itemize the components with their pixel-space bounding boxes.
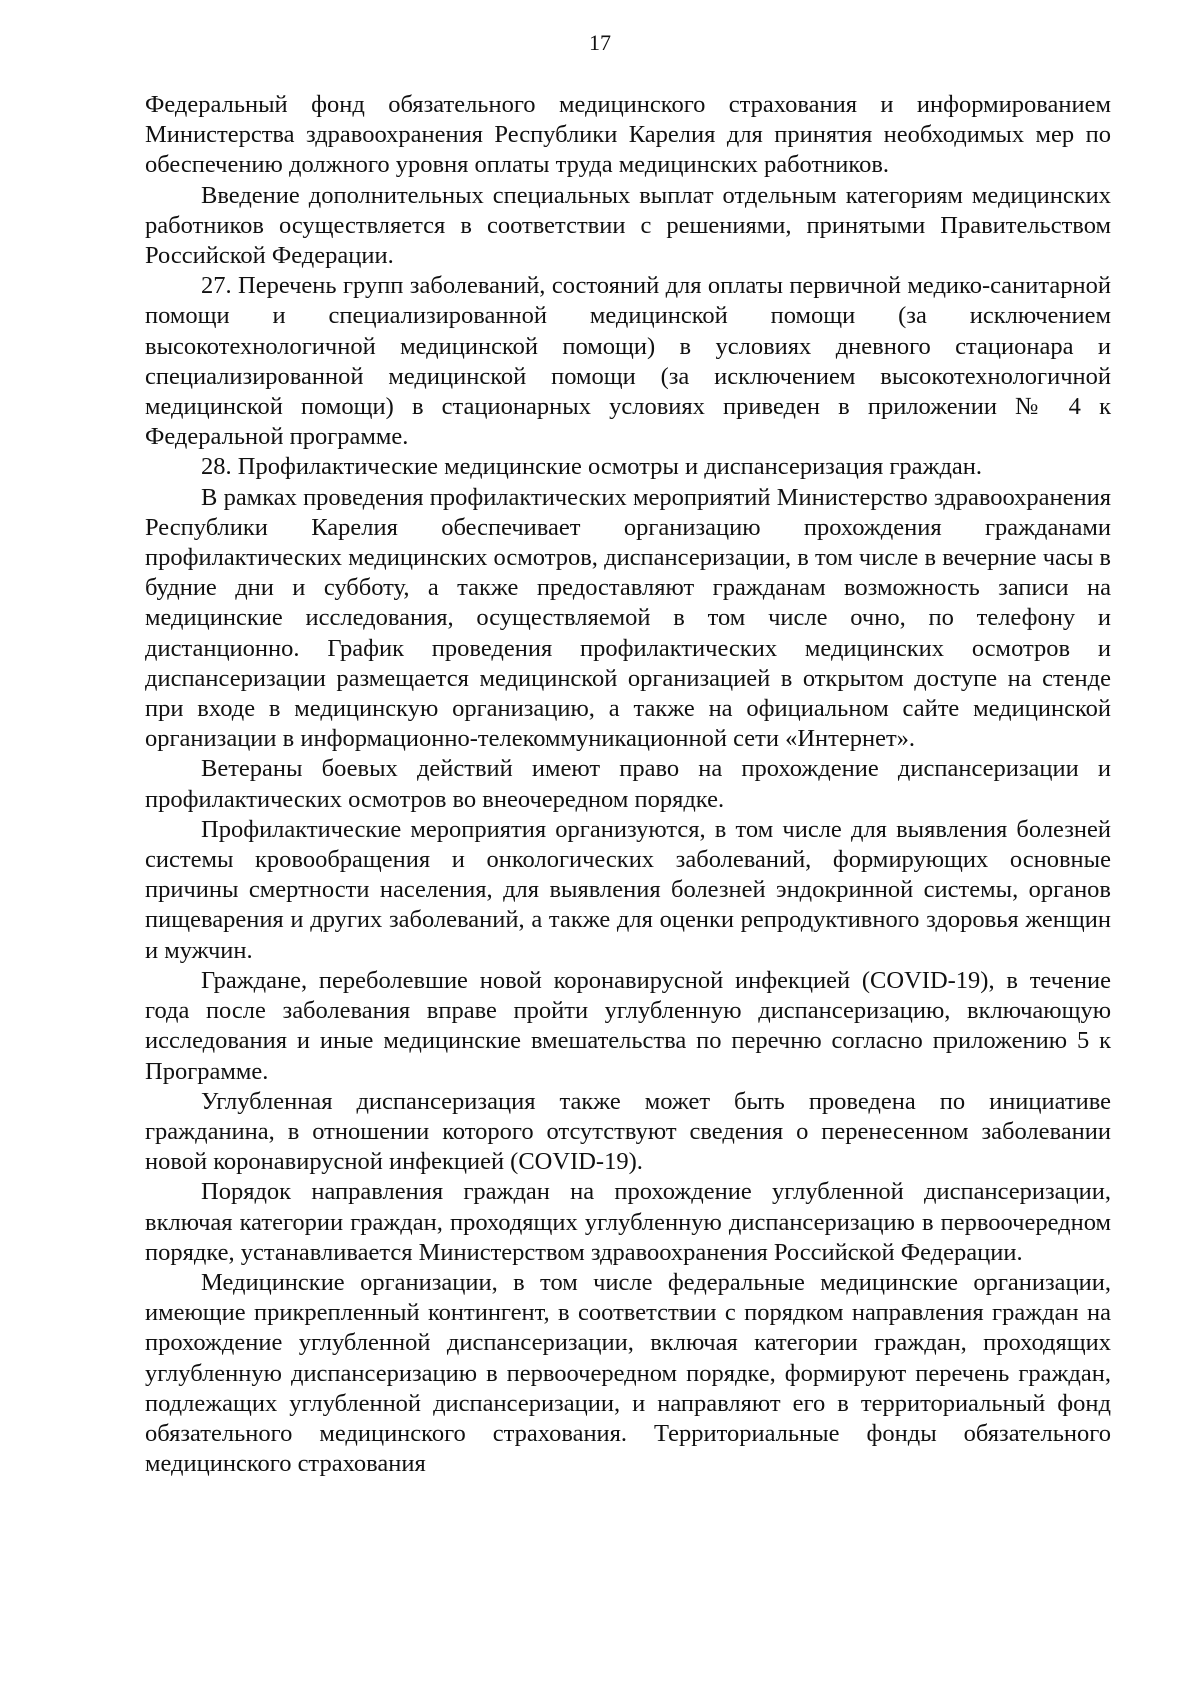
paragraph-additional-payments: Введение дополнительных специальных выплат отдельным категориям медицинских работников осуществляется в соответствии с решениями, принятыми Правительством Российской Федерации.	[145, 181, 1111, 270]
paragraph-preventive-measures: В рамках проведения профилактических мероприятий Министерство здравоохранения Республики Карелия обеспечивает организацию прохождения гражданами профилактических медицинских осмотров, диспансеризации, в том числе в вечерние часы в будние дни и субботу, а также предоставляют гражданам возможность записи на медицинские исследования, осуществляемой в том числе очно, по телефону и дистанционно. График проведения профилактических медицинских осмотров и диспансеризации размещается медицинской организацией в открытом доступе на стенде при входе в медицинскую организацию, а также на официальном сайте медицинской организации в информационно-телекоммуникационной сети «Интернет».	[145, 483, 1111, 753]
paragraph-in-depth-initiative: Углубленная диспансеризация также может быть проведена по инициативе гражданина, в отношении которого отсутствуют сведения о перенесенном заболевании новой коронавирусной инфекцией (COVID-19).	[145, 1087, 1111, 1176]
page-number: 17	[589, 30, 611, 55]
paragraph-preventive-organization: Профилактические мероприятия организуются, в том числе для выявления болезней системы кровообращения и онкологических заболеваний, формирующих основные причины смертности населения, для выявления болезней эндокринной системы, органов пищеварения и других заболеваний, а также для оценки репродуктивного здоровья женщин и мужчин.	[145, 815, 1111, 964]
paragraph-veterans: Ветераны боевых действий имеют право на прохождение диспансеризации и профилактических осмотров во внеочередном порядке.	[145, 755, 1111, 813]
paragraph-medical-organizations: Медицинские организации, в том числе федеральные медицинские организации, имеющие прикрепленный контингент, в соответствии с порядком направления граждан на прохождение углубленной диспансеризации, включая категории граждан, проходящих углубленную диспансеризацию в первоочередном порядке, формируют перечень граждан, подлежащих углубленной диспансеризации, и направляют его в территориальный фонд обязательного медицинского страхования. Территориальные фонды обязательного медицинского страхования	[145, 1268, 1111, 1478]
paragraph-item-27: 27. Перечень групп заболеваний, состояний для оплаты первичной медико-санитарной помощи и специализированной медицинской помощи (за исключением высокотехнологичной медицинской помощи) в условиях дневного стационара и специализированной медицинской помощи (за исключением высокотехнологичной медицинской помощи) в стационарных условиях приведен в приложении № 4 к Федеральной программе.	[145, 272, 1111, 451]
paragraph-continuation: Федеральный фонд обязательного медицинского страхования и информированием Министерства здравоохранения Республики Карелия для принятия необходимых мер по обеспечению должного уровня оплаты труда медицинских работников.	[145, 91, 1111, 179]
paragraph-referral-procedure: Порядок направления граждан на прохождение углубленной диспансеризации, включая категории граждан, проходящих углубленную диспансеризацию в первоочередном порядке, устанавливается Министерством здравоохранения Российской Федерации.	[145, 1178, 1111, 1266]
paragraph-covid-recovered: Граждане, переболевшие новой коронавирусной инфекцией (COVID-19), в течение года после заболевания вправе пройти углубленную диспансеризацию, включающую исследования и иные медицинские вмешательства по перечню согласно приложению 5 к Программе.	[145, 966, 1111, 1085]
paragraph-item-28-heading: 28. Профилактические медицинские осмотры и диспансеризация граждан.	[201, 453, 983, 481]
document-body	[145, 90, 1111, 1479]
